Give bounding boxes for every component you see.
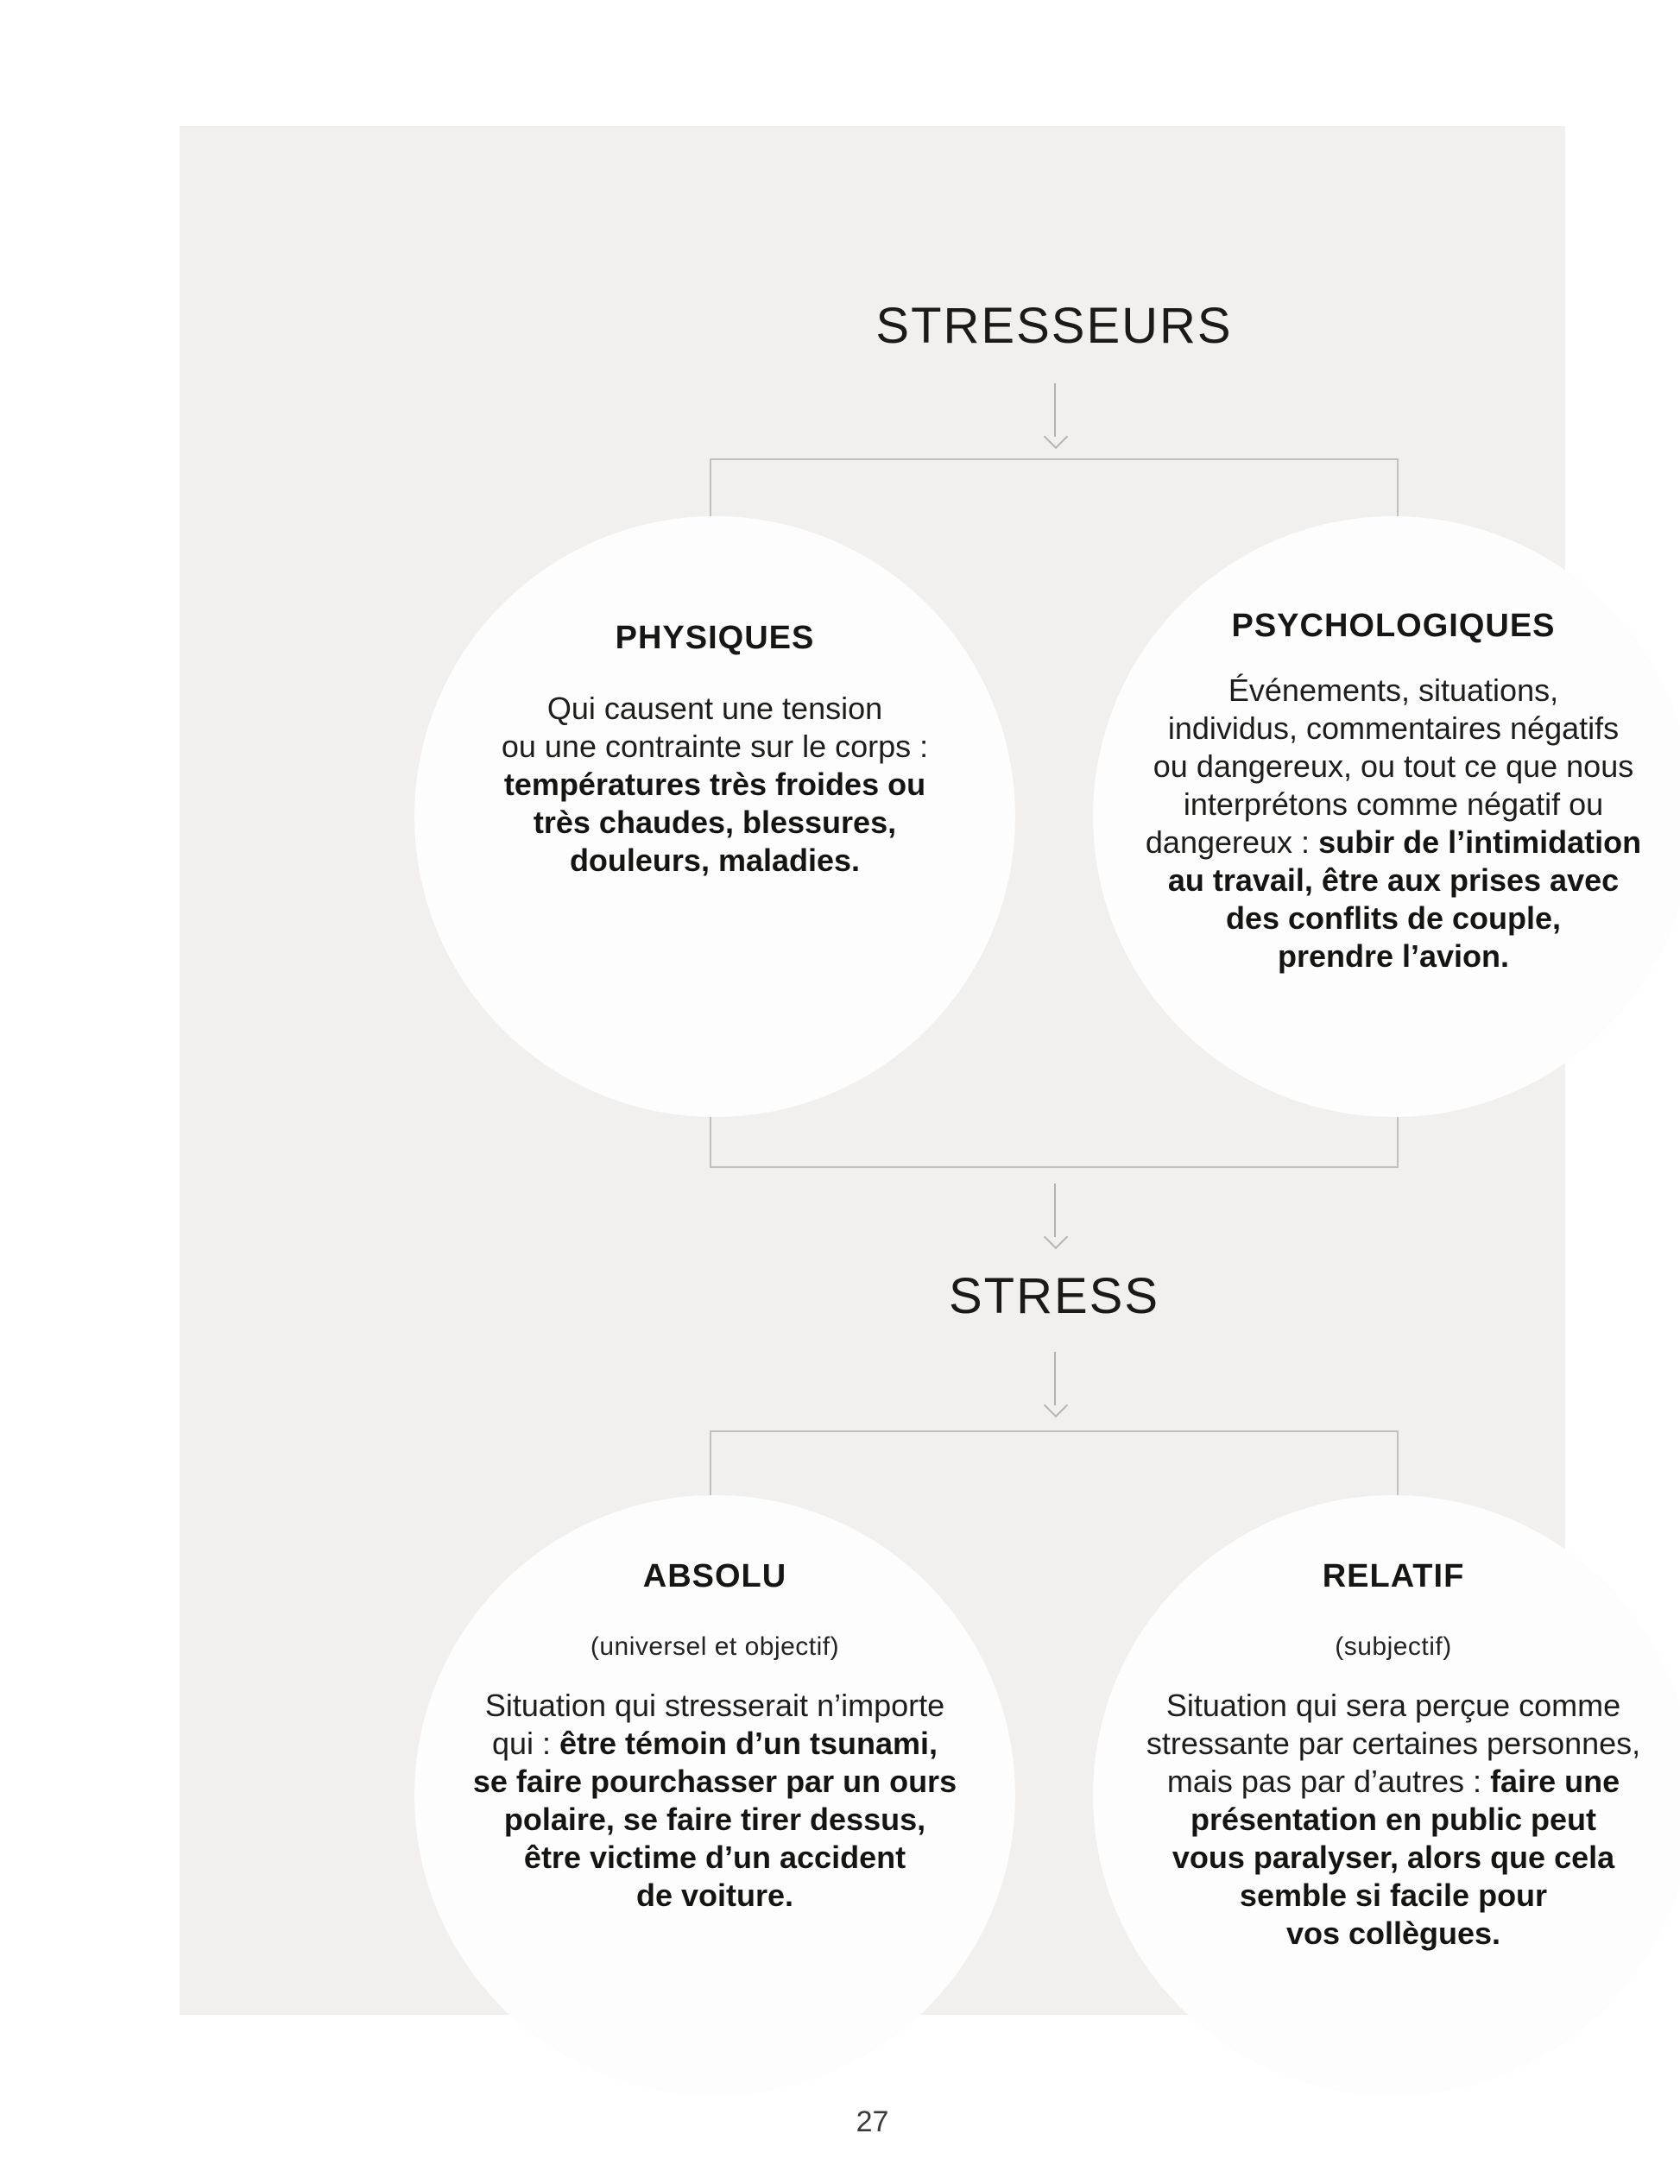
circle-body [447, 1687, 982, 1915]
circle-psychologiques-content [1126, 607, 1661, 975]
circle-body-line: au travail, être aux prises avec [1167, 862, 1620, 898]
circle-absolu-content [447, 1557, 982, 1915]
circle-body-line: de voiture. [635, 1878, 794, 1913]
circle-title: RELATIF [1322, 1558, 1465, 1594]
circle-body-line: stressante par certaines personnes, [1146, 1726, 1641, 1761]
circle-subtitle: (subjectif) [1335, 1632, 1452, 1661]
stressors-title: STRESSEURS [875, 298, 1233, 354]
circle-body-line: vous paralyser, alors que cela [1172, 1840, 1615, 1875]
circle-body-line: des conflits de couple, [1225, 900, 1562, 936]
circle-body-line: qui : être témoin d’un tsunami, [491, 1726, 938, 1761]
circle-title: PSYCHOLOGIQUES [1231, 608, 1556, 644]
circle-body-line: se faire pourchasser par un ours [472, 1764, 957, 1799]
circle-subtitle: (universel et objectif) [590, 1632, 840, 1661]
circle-physiques-content [447, 619, 982, 880]
circle-physiques [414, 516, 1015, 1117]
circle-relatif [1093, 1495, 1680, 2096]
circle-psychologiques [1093, 516, 1680, 1117]
circle-body-line: douleurs, maladies. [569, 843, 861, 878]
circle-body-line: ou une contrainte sur le corps : [501, 729, 929, 764]
arrow-down-icon [1045, 1184, 1064, 1266]
circle-body-line: polaire, se faire tirer dessus, [503, 1802, 926, 1837]
arrow-head [1044, 1225, 1068, 1249]
arrow-head [1044, 425, 1068, 449]
arrow-down-icon [1045, 383, 1064, 465]
circle-relatif-content [1126, 1557, 1661, 1953]
circle-body [1126, 1687, 1661, 1953]
circle-title: PHYSIQUES [615, 620, 815, 656]
circle-title: ABSOLU [642, 1558, 787, 1594]
circle-body-line: être victime d’un accident [523, 1840, 906, 1875]
circle-body-line: Qui causent une tension [546, 691, 883, 726]
page-number: 27 [856, 2105, 889, 2138]
stress-title: STRESS [948, 1268, 1160, 1324]
circle-body-line: semble si facile pour [1239, 1878, 1548, 1913]
circle-body-line: individus, commentaires négatifs [1167, 710, 1620, 746]
circle-body-line: dangereux : subir de l’intimidation [1145, 824, 1642, 860]
arrow-down-icon [1045, 1352, 1064, 1434]
circle-body-line: Événements, situations, [1228, 672, 1559, 708]
circle-body-line: très chaudes, blessures, [533, 805, 897, 840]
arrow-head [1044, 1393, 1068, 1417]
circle-body-line: Situation qui stresserait n’importe [484, 1688, 945, 1723]
circle-body-line: prendre l’avion. [1277, 938, 1510, 974]
circle-body-line: températures très froides ou [503, 767, 926, 802]
circle-body-line: Situation qui sera perçue comme [1165, 1688, 1621, 1723]
circle-absolu [414, 1495, 1015, 2096]
circle-body-line: interprétons comme négatif ou [1183, 786, 1604, 822]
circle-body [447, 690, 982, 880]
circle-body [1126, 672, 1661, 975]
diagram-panel [180, 126, 1642, 2015]
circle-body-line: mais pas par d’autres : faire une [1166, 1764, 1620, 1799]
circle-body-line: vos collègues. [1285, 1916, 1501, 1951]
circle-body-line: présentation en public peut [1190, 1802, 1597, 1837]
circle-body-line: ou dangereux, ou tout ce que nous [1153, 748, 1634, 784]
